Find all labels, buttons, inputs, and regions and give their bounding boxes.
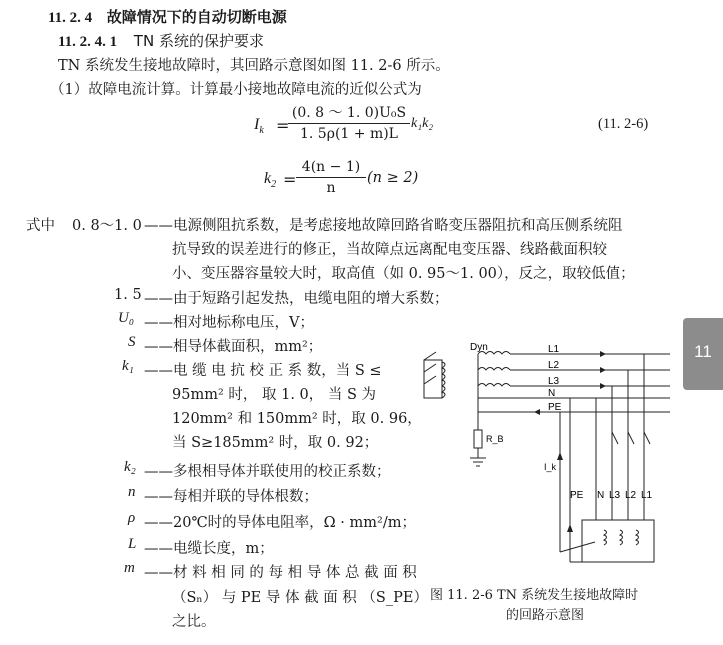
- def-symbol-3: S: [128, 334, 136, 350]
- subsection-number: 11. 2. 4. 1: [58, 34, 118, 50]
- line-label-l1: L1: [548, 344, 560, 355]
- line-label-l2: L2: [548, 360, 560, 371]
- section-heading: [48, 6, 287, 27]
- def-text-8-0: ——电缆长度，m；: [144, 541, 274, 557]
- def-text-3-0: ——相导体截面积，mm²；: [144, 339, 323, 355]
- bottom-label-l1: L1: [641, 490, 653, 501]
- figure-caption-line-2: 的回路示意图: [506, 608, 585, 623]
- bottom-label-n: N: [597, 490, 605, 501]
- formula-2-lhs: $k_2$: [264, 170, 277, 191]
- paragraph-2: （1）故障电流计算。计算最小接地故障电流的近似公式为: [50, 82, 422, 98]
- def-text-0-1: 抗导致的误差进行的修正，当故障点远离配电变压器、线路截面积较: [172, 242, 607, 258]
- bottom-label-pe: PE: [570, 490, 584, 501]
- def-symbol-9: m: [124, 560, 135, 576]
- fault-current-label: I_k: [544, 462, 557, 472]
- transformer-secondary-icon: [478, 352, 510, 413]
- line-label-l3: L3: [548, 376, 560, 387]
- def-symbol-1: 1. 5: [114, 287, 142, 303]
- formula-1-denominator: 1. 5ρ(1 + m)L: [300, 126, 398, 142]
- def-text-7-0: ——20℃时的导体电阻率，Ω · mm²/m；: [144, 515, 416, 531]
- subsection-title: TN 系统的保护要求: [133, 32, 264, 50]
- formula-1-fraction: [288, 104, 410, 143]
- def-text-4-0: ——电 缆 电 抗 校 正 系 数，当 S ≤: [144, 363, 382, 379]
- def-symbol-8: L: [128, 536, 137, 552]
- formula-2-fraction: [296, 158, 366, 197]
- def-text-4-1: 95mm² 时， 取 1. 0， 当 S 为: [172, 387, 377, 403]
- def-text-1-0: ——由于短路引起发热，电缆电阻的增大系数；: [144, 291, 449, 307]
- def-symbol-2: U₀: [118, 310, 135, 326]
- section-title: 故障情况下的自动切断电源: [106, 8, 287, 26]
- bottom-label-l3: L3: [609, 490, 621, 501]
- def-text-2-0: ——相对地标称电压，V；: [144, 315, 314, 331]
- def-text-4-2: 120mm² 和 150mm² 时，取 0. 96，: [172, 411, 422, 427]
- def-text-6-0: ——每相并联的导体根数；: [144, 489, 318, 505]
- formula-1-lhs: $I_k$: [254, 116, 264, 137]
- formula-2-denominator: n: [326, 180, 336, 196]
- def-symbol-0: 0. 8～1. 0: [72, 218, 142, 234]
- paragraph-1: TN 系统发生接地故障时，其回路示意图如图 11. 2-6 所示。: [58, 58, 450, 74]
- chapter-tab-number: 11: [694, 342, 712, 361]
- line-label-pe: PE: [548, 402, 562, 413]
- def-symbol-6: n: [128, 484, 136, 500]
- def-text-9-2: 之比。: [172, 614, 216, 630]
- transformer-primary-icon: [424, 352, 445, 398]
- section-number: 11. 2. 4: [48, 10, 93, 26]
- formula-2-condition: (n ≥ 2): [367, 170, 419, 186]
- def-text-4-3: 当 S≥185mm² 时，取 0. 92；: [172, 435, 379, 451]
- def-text-5-0: ——多根相导体并联使用的校正系数；: [144, 464, 391, 480]
- def-text-0-2: 小、变压器容量较大时，取高值（如 0. 95～1. 00），反之，取较低值；: [172, 266, 635, 282]
- formula-1-equals: =: [276, 116, 290, 135]
- formula-2-numerator: 4(n − 1): [301, 159, 361, 175]
- bottom-label-l2: L2: [625, 490, 637, 501]
- formula-1-tail: k₁k₂: [411, 116, 434, 131]
- line-label-n: N: [548, 388, 556, 399]
- equation-number: (11. 2-6): [598, 116, 649, 132]
- def-text-9-1: （Sₙ） 与 PE 导 体 截 面 积 （S_PE）: [172, 590, 428, 606]
- tn-fault-circuit-diagram: [420, 342, 670, 582]
- formula-1-numerator: (0. 8 ～ 1. 0)U₀S: [291, 105, 407, 121]
- resistor-label: R_B: [486, 434, 504, 444]
- def-symbol-4: k₁: [122, 358, 134, 374]
- subsection-heading: [58, 30, 264, 51]
- def-text-0-0: ——电源侧阻抗系数，是考虑接地故障回路省略变压器阻抗和高压侧系统阻: [144, 218, 623, 234]
- def-symbol-5: k₂: [124, 459, 136, 475]
- def-text-9-0: ——材 料 相 同 的 每 相 导 体 总 截 面 积: [144, 565, 417, 581]
- def-symbol-7: ρ: [128, 510, 136, 526]
- formula-2-equals: =: [283, 170, 297, 189]
- figure-caption-line-1: 图 11. 2-6 TN 系统发生接地故障时: [430, 588, 639, 603]
- where-label: 式中: [26, 218, 55, 234]
- chapter-tab: [683, 318, 723, 390]
- transformer-label: Dyn: [470, 342, 488, 353]
